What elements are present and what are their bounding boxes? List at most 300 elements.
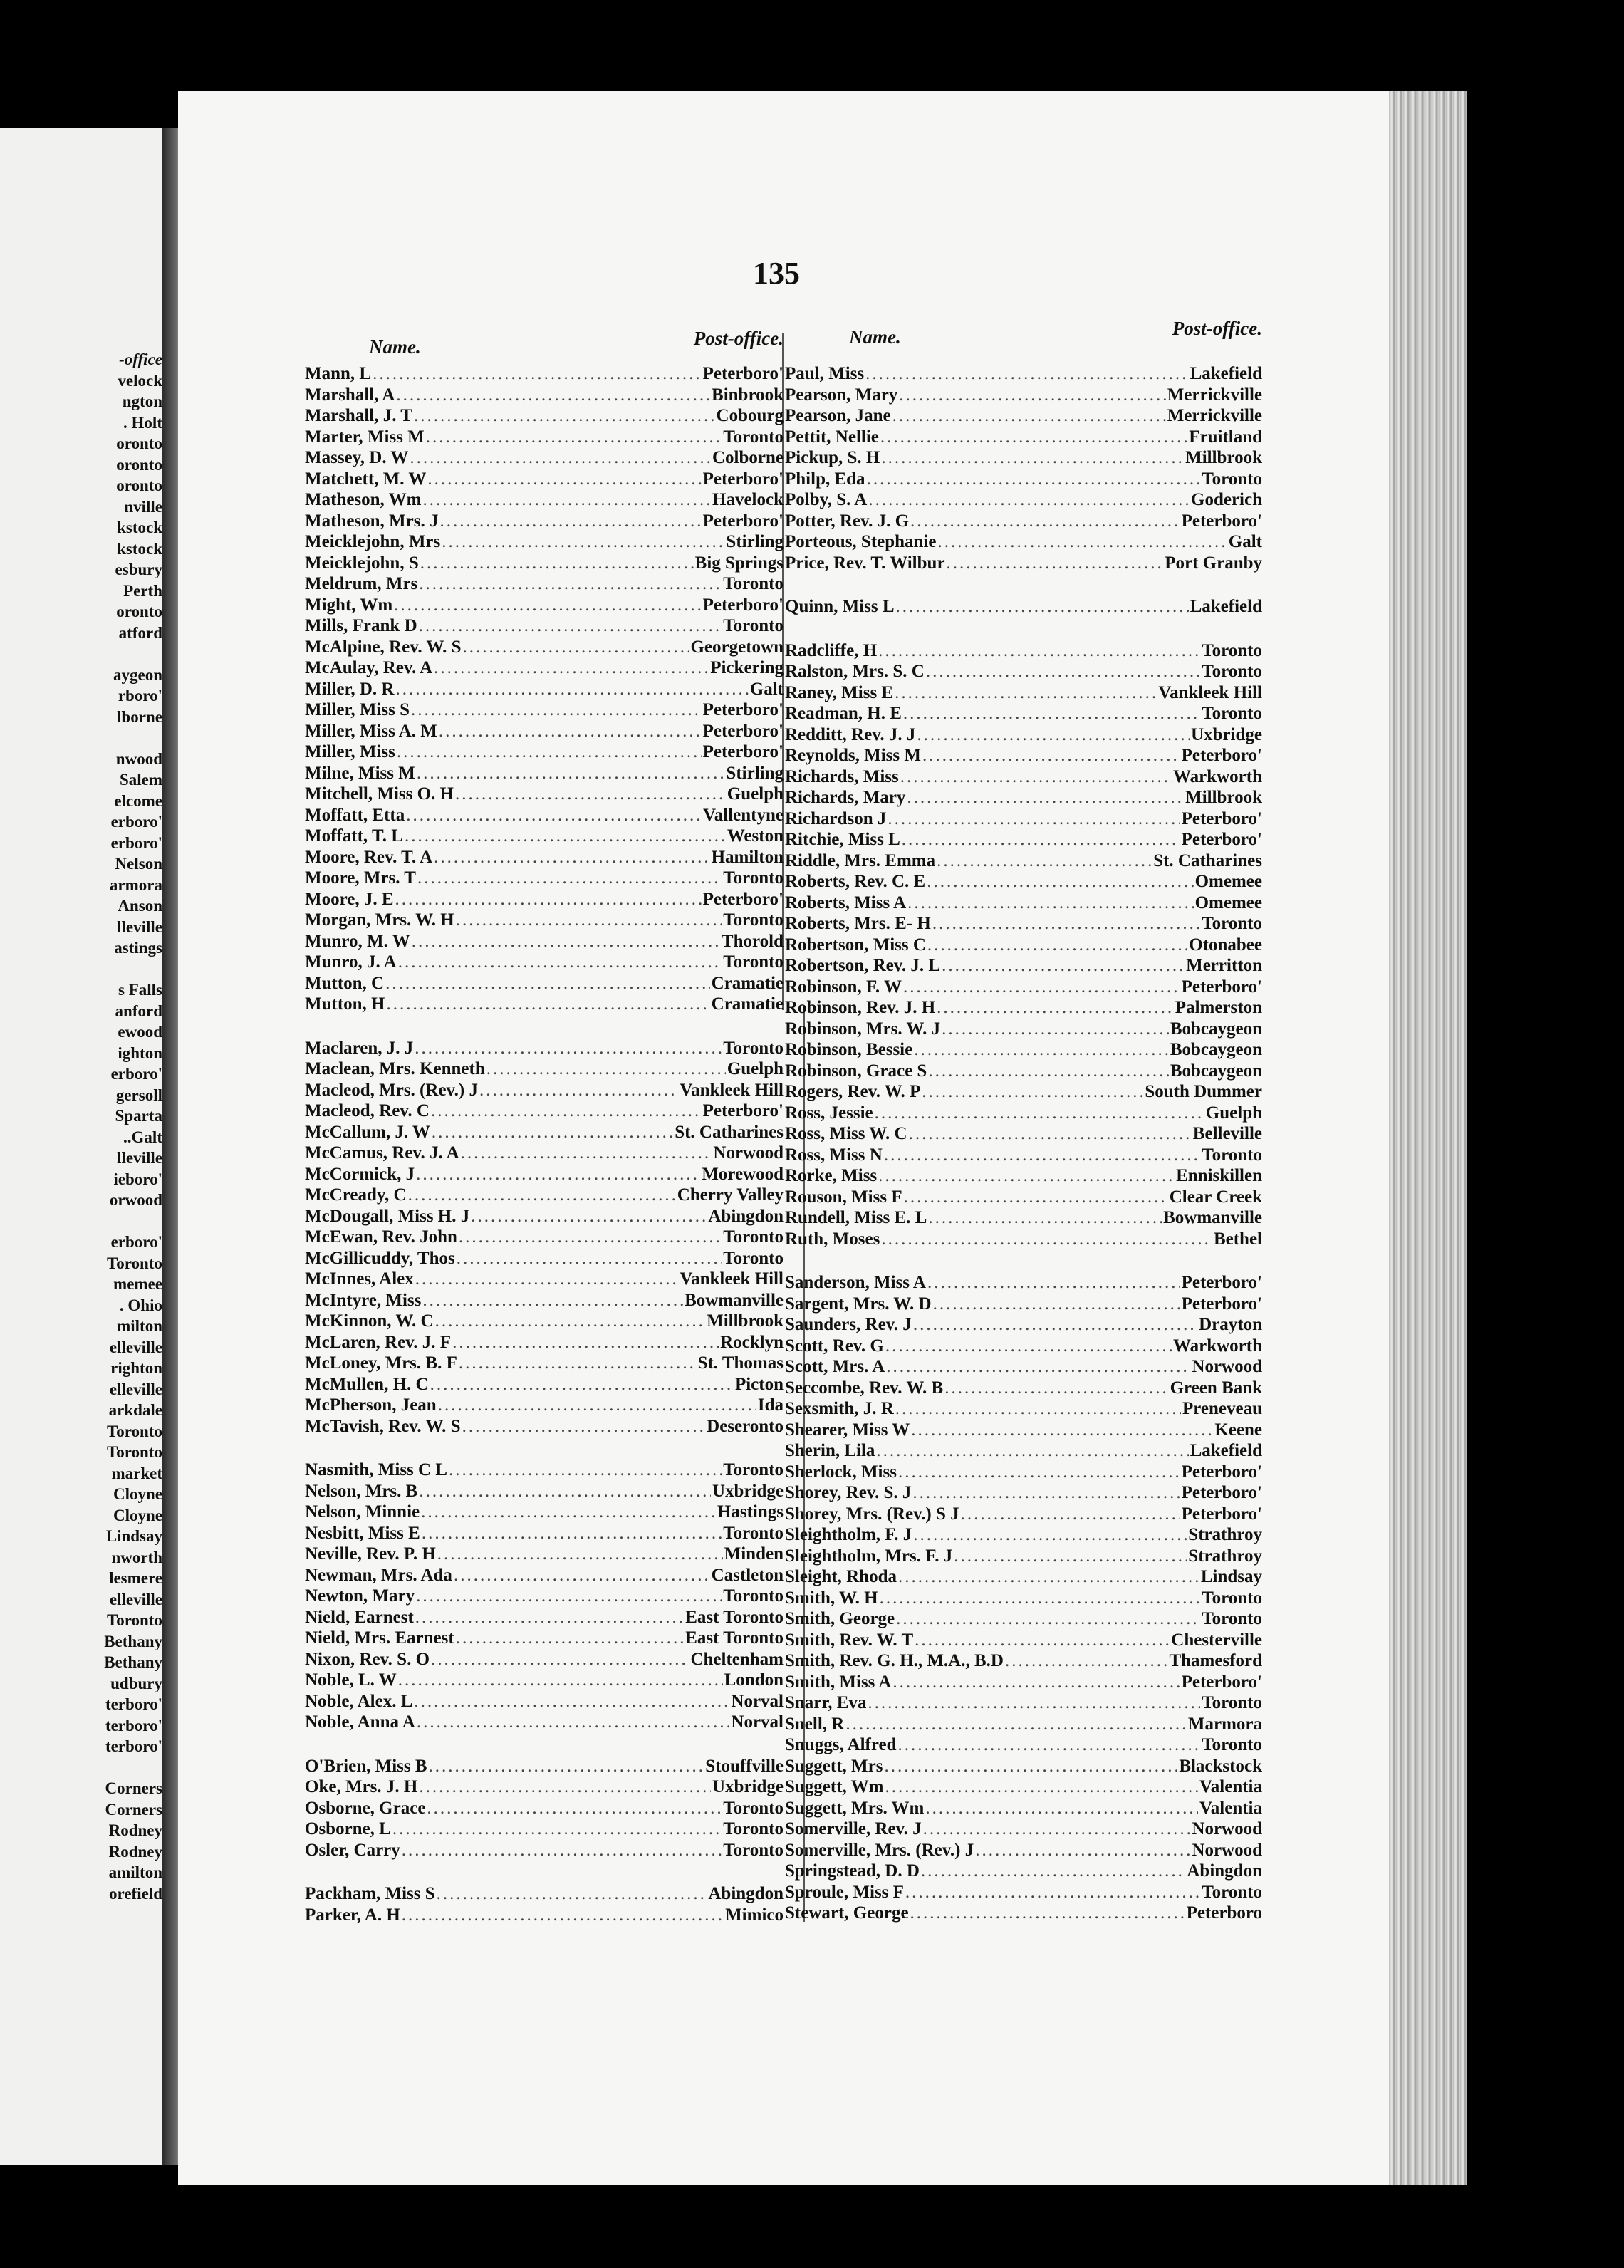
entry-name: McCamus, Rev. J. A: [305, 1143, 459, 1162]
directory-entry: [785, 1588, 1262, 1609]
entry-post-office: Peterboro': [702, 889, 784, 909]
entry-name: Marshall, J. T: [305, 406, 412, 425]
leader-dots: [422, 1523, 722, 1544]
leader-dots: [888, 808, 1180, 830]
leader-dots: [427, 1798, 722, 1819]
leader-dots: [426, 427, 722, 448]
entry-name: Milne, Miss M: [305, 763, 415, 783]
entry-post-office: Drayton: [1199, 1315, 1262, 1334]
group-spacer: [305, 1861, 784, 1883]
left-page-fragment: Cloyne: [113, 1506, 162, 1524]
entry-post-office: Toronto: [723, 1840, 784, 1860]
directory-entry: [785, 1272, 1262, 1294]
entry-name: Robertson, Miss C: [785, 935, 926, 954]
entry-post-office: Abingdon: [708, 1206, 784, 1226]
directory-entry: [305, 1395, 784, 1416]
directory-entry: [785, 1524, 1262, 1546]
leader-dots: [387, 994, 710, 1015]
leader-dots: [933, 1294, 1180, 1315]
entry-name: Sherlock, Miss: [785, 1462, 897, 1482]
left-page-fragment: anford: [115, 1002, 162, 1020]
directory-entry: [305, 805, 784, 826]
entry-name: Ruth, Moses: [785, 1229, 880, 1249]
entry-name: Shorey, Rev. S. J: [785, 1483, 912, 1502]
entry-name: Maclaren, J. J: [305, 1038, 414, 1058]
left-page-fragment: Toronto: [107, 1611, 162, 1629]
entry-name: Robinson, Grace S: [785, 1061, 927, 1081]
leader-dots: [961, 1504, 1180, 1525]
entry-post-office: Thamesford: [1169, 1651, 1262, 1670]
directory-entry: [305, 994, 784, 1015]
entry-post-office: Peterboro': [1181, 1294, 1262, 1314]
directory-entry: [785, 1861, 1262, 1882]
entry-name: Ross, Miss W. C: [785, 1124, 907, 1143]
entry-name: Meicklejohn, Mrs: [305, 532, 441, 551]
entry-name: Smith, Rev. G. H., M.A., B.D: [785, 1651, 1004, 1670]
entry-name: Might, Wm: [305, 595, 393, 615]
directory-entry: [305, 1332, 784, 1353]
left-page-fragment: lleville: [117, 917, 162, 936]
page-number: 135: [753, 256, 800, 291]
left-page-fragment: ewood: [118, 1023, 162, 1041]
entry-post-office: Toronto: [1202, 1882, 1262, 1902]
entry-name: Scott, Mrs. A: [785, 1357, 885, 1376]
group-spacer: [785, 1249, 1262, 1272]
directory-entry: [785, 511, 1262, 532]
leader-dots: [896, 1608, 1200, 1630]
entry-post-office: Lakefield: [1190, 597, 1262, 616]
entry-post-office: Omemee: [1194, 872, 1262, 891]
directory-entry: [305, 1353, 784, 1374]
directory-entry: [305, 1080, 784, 1101]
entry-name: Robinson, Mrs. W. J: [785, 1019, 941, 1039]
directory-entry: [305, 1290, 784, 1311]
entry-name: Ross, Miss N: [785, 1145, 883, 1165]
entry-name: Quinn, Miss L: [785, 597, 895, 616]
entry-name: Robinson, F. W: [785, 977, 902, 997]
left-page-fragment: amilton: [108, 1863, 162, 1881]
left-page-fragment: [0, 727, 162, 749]
entry-name: Newton, Mary: [305, 1586, 415, 1606]
entry-post-office: Minden: [724, 1544, 784, 1564]
leader-dots: [905, 1882, 1200, 1903]
left-page-fragment: erboro': [110, 1065, 162, 1083]
leader-dots: [456, 910, 722, 931]
directory-entry: [305, 405, 784, 427]
leader-dots: [917, 724, 1190, 746]
entry-name: Nasmith, Miss C L: [305, 1460, 448, 1479]
leader-dots: [434, 657, 709, 679]
left-page-fragment: Sparta: [115, 1107, 162, 1125]
left-page-fragment: [0, 643, 162, 665]
directory-entry: [785, 1145, 1262, 1166]
entry-name: McPherson, Jean: [305, 1395, 437, 1415]
entry-name: Sproule, Miss F: [785, 1882, 904, 1902]
left-page-fragment: oronto: [116, 603, 162, 620]
entry-post-office: Toronto: [723, 910, 784, 930]
directory-entry: [785, 363, 1262, 385]
leader-dots: [907, 787, 1184, 808]
leader-dots: [975, 1840, 1190, 1861]
left-page-fragment: elleville: [109, 1380, 162, 1398]
entry-name: Miller, D. R: [305, 679, 395, 699]
entry-name: Nield, Earnest: [305, 1607, 414, 1627]
directory-entry: [785, 661, 1262, 682]
entry-name: Mitchell, Miss O. H: [305, 784, 454, 803]
entry-name: Smith, W. H: [785, 1588, 878, 1608]
entry-post-office: Uxbridge: [712, 1481, 784, 1501]
directory-entry: [785, 977, 1262, 998]
directory-entry: [305, 721, 784, 742]
entry-post-office: Green Bank: [1170, 1378, 1262, 1398]
entry-name: McAulay, Rev. A: [305, 658, 433, 677]
entry-name: Nelson, Minnie: [305, 1502, 420, 1521]
entry-post-office: Clear Creek: [1169, 1187, 1262, 1207]
leader-dots: [880, 427, 1187, 448]
entry-name: McIntyre, Miss: [305, 1290, 422, 1310]
directory-entry: [305, 1311, 784, 1332]
entry-name: Robertson, Rev. J. L: [785, 956, 941, 975]
directory-entry: [785, 1692, 1262, 1714]
left-page-fragment: arkdale: [108, 1401, 162, 1419]
leader-dots: [915, 1630, 1170, 1651]
leader-dots: [898, 1566, 1199, 1588]
directory-entry: [305, 1101, 784, 1122]
directory-entry: [305, 826, 784, 847]
left-page-fragment: Bethany: [104, 1632, 162, 1650]
directory-entry: [785, 1734, 1262, 1756]
entry-post-office: Peterboro: [1186, 1903, 1262, 1923]
entry-name: McGillicuddy, Thos: [305, 1248, 455, 1268]
leader-dots: [459, 1227, 722, 1248]
directory-entry: [305, 784, 784, 805]
entry-post-office: Goderich: [1191, 490, 1262, 509]
left-page-fragment: Anson: [118, 897, 162, 915]
entry-post-office: Toronto: [1202, 1609, 1262, 1628]
entry-post-office: Thorold: [721, 931, 784, 951]
entry-name: Munro, J. A: [305, 952, 397, 972]
entry-post-office: Toronto: [723, 1523, 784, 1543]
leader-dots: [886, 1356, 1190, 1378]
leader-dots: [417, 1712, 729, 1733]
leader-dots: [1005, 1650, 1167, 1672]
leader-dots: [899, 385, 1165, 406]
left-page-header-fragment: -office: [119, 350, 162, 368]
entry-name: Smith, Rev. W. T: [785, 1630, 914, 1650]
leader-dots: [416, 1586, 722, 1607]
entry-name: Price, Rev. T. Wilbur: [785, 553, 945, 573]
leader-dots: [419, 1777, 711, 1798]
entry-post-office: Rocklyn: [720, 1332, 784, 1352]
leader-dots: [868, 1692, 1200, 1714]
entry-name: McInnes, Alex: [305, 1269, 414, 1289]
leader-dots: [938, 531, 1227, 553]
directory-entry: [305, 1544, 784, 1565]
directory-entry: [305, 1058, 784, 1080]
leader-dots: [942, 1019, 1169, 1040]
directory-entry: [305, 742, 784, 763]
leader-dots: [875, 1103, 1204, 1124]
leader-dots: [402, 1905, 724, 1926]
entry-post-office: St. Catharines: [675, 1122, 784, 1142]
directory-entry: [785, 405, 1262, 427]
entry-name: Noble, Anna A: [305, 1712, 415, 1732]
leader-dots: [896, 596, 1189, 618]
leader-dots: [914, 1039, 1169, 1061]
directory-entry: [785, 469, 1262, 490]
entry-post-office: Toronto: [1202, 1735, 1262, 1754]
leader-dots: [911, 1420, 1213, 1441]
directory-entry: [305, 615, 784, 637]
directory-entry: [785, 1777, 1262, 1798]
directory-entry: [305, 1670, 784, 1691]
entry-post-office: Lakefield: [1190, 1441, 1262, 1460]
entry-post-office: Uxbridge: [712, 1777, 784, 1796]
entry-name: Roberts, Miss A: [785, 893, 907, 912]
entry-post-office: Port Granby: [1165, 553, 1262, 573]
leader-dots: [385, 973, 710, 994]
entry-post-office: Cherry Valley: [677, 1185, 784, 1205]
leader-dots: [910, 1903, 1185, 1924]
directory-entry: [305, 553, 784, 574]
left-page-fragment: nwood: [115, 749, 162, 768]
left-page-fragment: lesmere: [109, 1569, 162, 1587]
leader-dots: [439, 721, 702, 742]
directory-entry: [305, 1523, 784, 1544]
leader-dots: [898, 1734, 1201, 1756]
entry-name: Moffatt, Etta: [305, 805, 405, 825]
left-page-fragment: kstock: [117, 519, 162, 536]
entry-post-office: Toronto: [1202, 704, 1262, 723]
entry-post-office: Warkworth: [1173, 1336, 1262, 1356]
leader-dots: [432, 1122, 673, 1143]
entry-post-office: Bethel: [1213, 1229, 1262, 1249]
entry-name: Miller, Miss: [305, 742, 395, 761]
entry-name: Stewart, George: [785, 1903, 909, 1923]
entry-post-office: Toronto: [723, 427, 784, 447]
entry-post-office: Preneveau: [1182, 1399, 1262, 1418]
leader-dots: [452, 1332, 719, 1353]
entry-name: Moore, Mrs. T: [305, 868, 416, 888]
entry-post-office: Weston: [727, 826, 784, 846]
entry-post-office: Mimico: [725, 1905, 784, 1925]
leader-dots: [461, 1143, 712, 1164]
entry-post-office: Norwood: [1192, 1357, 1262, 1376]
left-page-fragment: Rodney: [108, 1821, 162, 1839]
leader-dots: [395, 889, 702, 910]
left-page-fragment: elcome: [114, 791, 162, 810]
leader-dots: [900, 766, 1172, 788]
entry-name: Suggett, Wm: [785, 1777, 884, 1796]
entry-name: Macleod, Rev. C: [305, 1101, 430, 1120]
leader-dots: [430, 1374, 734, 1395]
directory-entry: [785, 893, 1262, 914]
directory-entry: [785, 997, 1262, 1019]
leader-dots: [884, 1756, 1177, 1777]
directory-entry: [305, 1756, 784, 1777]
entry-post-office: Vankleek Hill: [680, 1269, 784, 1289]
entry-name: Pettit, Nellie: [785, 427, 879, 447]
leader-dots: [884, 1145, 1200, 1166]
directory-entry: [305, 1227, 784, 1248]
directory-entry: [785, 1398, 1262, 1420]
entry-name: Sleight, Rhoda: [785, 1567, 897, 1586]
directory-entry: [785, 1756, 1262, 1777]
directory-entry: [785, 489, 1262, 511]
entry-post-office: Toronto: [1202, 469, 1262, 489]
leader-dots: [373, 363, 702, 385]
directory-entry: [305, 1840, 784, 1861]
entry-post-office: Vallentyne: [703, 805, 784, 825]
post-office-header: Post-office.: [693, 328, 784, 349]
entry-post-office: Bobcaygeon: [1170, 1061, 1262, 1081]
leader-dots: [876, 1440, 1188, 1462]
entry-post-office: Big Springs: [694, 553, 784, 573]
leader-dots: [406, 805, 702, 826]
directory-entry: [785, 640, 1262, 662]
left-page-fragment: Bethany: [104, 1653, 162, 1671]
entry-name: Macleod, Mrs. (Rev.) J: [305, 1080, 478, 1100]
entry-post-office: Pickering: [710, 658, 784, 677]
entry-name: Scott, Rev. G: [785, 1336, 884, 1356]
entry-post-office: Peterboro': [1181, 1672, 1262, 1692]
directory-entry: [305, 427, 784, 448]
directory-entry: [785, 1546, 1262, 1567]
left-page-fragment: orefield: [109, 1884, 162, 1903]
entry-name: Rorke, Miss: [785, 1166, 878, 1185]
leader-dots: [455, 784, 726, 805]
left-page-fragment: terboro': [105, 1695, 162, 1713]
entry-post-office: Abingdon: [1187, 1861, 1262, 1881]
leader-dots: [456, 1628, 685, 1649]
left-page-fragment: erboro': [110, 1233, 162, 1251]
leader-dots: [420, 553, 694, 574]
directory-entry: [785, 1314, 1262, 1336]
directory-entry: [305, 1798, 784, 1819]
leader-dots: [881, 1229, 1212, 1250]
entry-post-office: Guelph: [727, 784, 784, 803]
left-page-fragment: Corners: [105, 1779, 162, 1797]
leader-dots: [942, 955, 1185, 977]
entry-name: McMullen, H. C: [305, 1374, 429, 1394]
entry-post-office: Picton: [734, 1374, 784, 1394]
entry-name: Osborne, L: [305, 1819, 391, 1838]
entry-name: Readman, H. E: [785, 704, 902, 723]
directory-entry: [785, 1482, 1262, 1504]
directory-entry: [305, 973, 784, 994]
entry-post-office: Norval: [731, 1691, 784, 1711]
entry-list: [785, 363, 1262, 1924]
entry-post-office: Galt: [1228, 532, 1262, 551]
entry-name: Matheson, Mrs. J: [305, 511, 439, 531]
leader-dots: [442, 531, 724, 553]
entry-post-office: Peterboro': [702, 469, 784, 489]
leader-dots: [898, 1462, 1180, 1483]
entry-post-office: Cobourg: [716, 406, 784, 425]
directory-entry: [785, 1294, 1262, 1315]
leader-dots: [419, 1481, 711, 1502]
entry-post-office: Stirling: [726, 763, 784, 783]
entry-post-office: Toronto: [723, 1248, 784, 1268]
left-page-fragment: Corners: [105, 1800, 162, 1819]
directory-entry: [785, 1061, 1262, 1082]
left-page-fragment: [0, 1757, 162, 1779]
entry-name: Moore, J. E: [305, 889, 394, 909]
left-page-fragment: atford: [118, 623, 162, 642]
directory-entry: [785, 682, 1262, 704]
group-spacer: [785, 618, 1262, 640]
entry-name: Rogers, Rev. W. P: [785, 1082, 921, 1101]
leader-dots: [421, 1502, 716, 1523]
leader-dots: [907, 893, 1193, 914]
entry-name: McLaren, Rev. J. F: [305, 1332, 452, 1352]
entry-post-office: Peterboro': [1181, 1462, 1262, 1482]
directory-entry: [305, 1565, 784, 1586]
leader-dots: [927, 935, 1187, 956]
leader-dots: [878, 640, 1200, 662]
directory-entry: [785, 553, 1262, 574]
leader-dots: [408, 1185, 676, 1206]
leader-dots: [954, 1546, 1187, 1567]
entry-name: Moore, Rev. T. A: [305, 847, 433, 867]
entry-post-office: Peterboro': [702, 364, 784, 383]
leader-dots: [927, 871, 1193, 893]
leader-dots: [417, 868, 722, 889]
entry-name: Nixon, Rev. S. O: [305, 1649, 430, 1669]
entry-post-office: St. Thomas: [697, 1353, 784, 1373]
directory-column-right: [785, 318, 1262, 1924]
entry-name: Meldrum, Mrs: [305, 574, 418, 593]
entry-post-office: East Toronto: [685, 1628, 784, 1648]
entry-name: Snuggs, Alfred: [785, 1735, 897, 1754]
entry-name: Richardson J: [785, 808, 887, 828]
entry-name: McEwan, Rev. John: [305, 1227, 457, 1247]
leader-dots: [405, 826, 726, 847]
entry-name: Marter, Miss M: [305, 427, 425, 447]
entry-name: Shorey, Mrs. (Rev.) S J: [785, 1504, 959, 1524]
entry-name: Sexsmith, J. R: [785, 1399, 894, 1418]
entry-name: Ritchie, Miss L: [785, 830, 900, 849]
leader-dots: [885, 1777, 1198, 1798]
directory-entry: [305, 952, 784, 973]
directory-entry: [305, 1628, 784, 1649]
entry-name: Matheson, Wm: [305, 490, 422, 509]
directory-entry: [785, 1608, 1262, 1630]
entry-name: Marshall, A: [305, 385, 395, 405]
directory-entry: [305, 1691, 784, 1712]
leader-dots: [395, 679, 748, 700]
directory-entry: [305, 1819, 784, 1840]
left-page-fragment: s Falls: [118, 981, 162, 999]
directory-entry: [785, 1504, 1262, 1525]
entry-name: McAlpine, Rev. W. S: [305, 637, 462, 657]
entry-list: [305, 363, 784, 1925]
entry-post-office: Peterboro': [702, 742, 784, 761]
directory-entry: [305, 847, 784, 868]
leader-dots: [903, 703, 1200, 724]
entry-name: Nelson, Mrs. B: [305, 1481, 418, 1501]
entry-name: Somerville, Rev. J: [785, 1819, 922, 1838]
leader-dots: [410, 447, 711, 469]
leader-dots: [912, 1482, 1180, 1504]
entry-name: Matchett, M. W: [305, 469, 427, 489]
leader-dots: [427, 469, 701, 490]
leader-dots: [486, 1058, 726, 1080]
name-header: Name.: [849, 326, 901, 348]
entry-post-office: Toronto: [1202, 1588, 1262, 1608]
entry-post-office: Toronto: [723, 616, 784, 635]
entry-post-office: Valentia: [1199, 1798, 1262, 1818]
